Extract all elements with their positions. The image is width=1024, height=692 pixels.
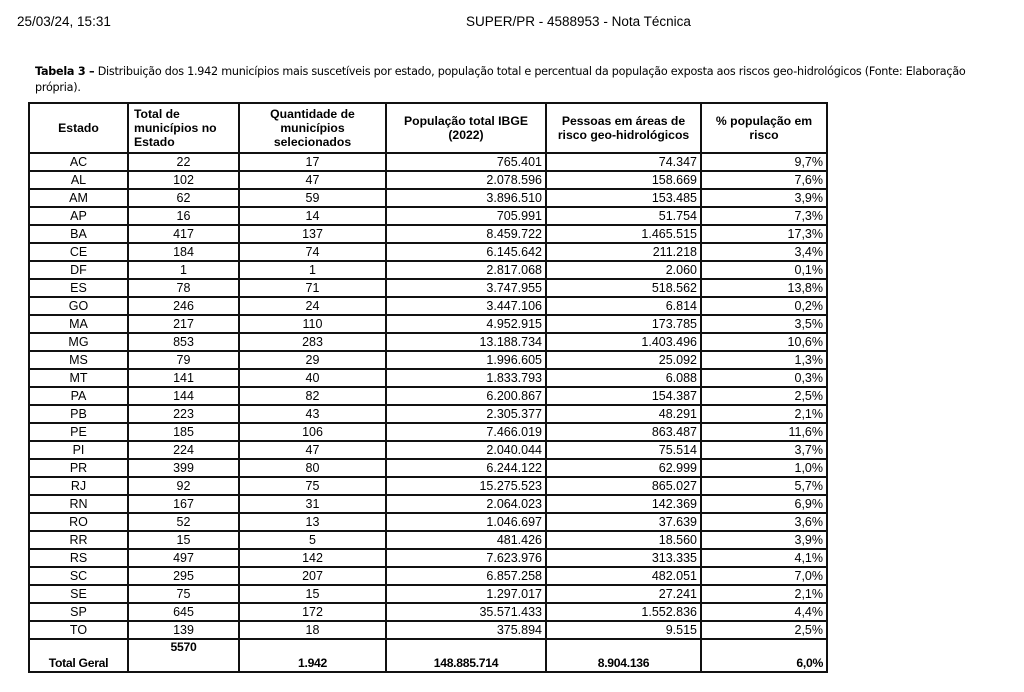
table-row: [29, 603, 827, 621]
cell-populacao: 35.571.433: [386, 603, 546, 621]
cell-selecionados: 82: [239, 387, 386, 405]
cell-percentual: 0,2%: [701, 297, 827, 315]
cell-selecionados: 15: [239, 585, 386, 603]
total-label: Total Geral: [29, 639, 128, 672]
cell-total-municipios: 22: [128, 153, 239, 171]
cell-populacao: 2.064.023: [386, 495, 546, 513]
cell-selecionados: 74: [239, 243, 386, 261]
table-row: [29, 315, 827, 333]
cell-total-municipios: 246: [128, 297, 239, 315]
cell-pessoas-risco: 482.051: [546, 567, 701, 585]
table-row: [29, 459, 827, 477]
table-body: [29, 153, 827, 639]
cell-percentual: 3,9%: [701, 531, 827, 549]
table-header-row: [29, 103, 827, 153]
table-row: [29, 153, 827, 171]
cell-pessoas-risco: 863.487: [546, 423, 701, 441]
cell-selecionados: 24: [239, 297, 386, 315]
cell-estado: ES: [29, 279, 128, 297]
total-pessoas-risco: 8.904.136: [546, 639, 701, 672]
cell-selecionados: 29: [239, 351, 386, 369]
cell-percentual: 7,3%: [701, 207, 827, 225]
cell-pessoas-risco: 173.785: [546, 315, 701, 333]
cell-pessoas-risco: 153.485: [546, 189, 701, 207]
cell-populacao: 765.401: [386, 153, 546, 171]
cell-total-municipios: 102: [128, 171, 239, 189]
table-row: [29, 405, 827, 423]
cell-pessoas-risco: 37.639: [546, 513, 701, 531]
cell-selecionados: 47: [239, 441, 386, 459]
total-municipios: 5570: [128, 639, 239, 672]
cell-estado: PE: [29, 423, 128, 441]
cell-selecionados: 14: [239, 207, 386, 225]
print-datetime: 25/03/24, 15:31: [17, 14, 111, 29]
cell-pessoas-risco: 154.387: [546, 387, 701, 405]
cell-percentual: 2,1%: [701, 585, 827, 603]
cell-total-municipios: 399: [128, 459, 239, 477]
document-title: SUPER/PR - 4588953 - Nota Técnica: [466, 14, 691, 29]
cell-pessoas-risco: 211.218: [546, 243, 701, 261]
cell-estado: AL: [29, 171, 128, 189]
cell-populacao: 6.145.642: [386, 243, 546, 261]
cell-percentual: 3,9%: [701, 189, 827, 207]
cell-total-municipios: 92: [128, 477, 239, 495]
table-row: [29, 225, 827, 243]
cell-total-municipios: 217: [128, 315, 239, 333]
cell-estado: TO: [29, 621, 128, 639]
cell-total-municipios: 16: [128, 207, 239, 225]
cell-percentual: 3,6%: [701, 513, 827, 531]
cell-populacao: 1.046.697: [386, 513, 546, 531]
cell-populacao: 375.894: [386, 621, 546, 639]
table-caption-text: Distribuição dos 1.942 municípios mais suscetíveis por estado, população total e percentual da população exposta aos riscos geo-hidrológicos (Fonte: Elaboração própria).: [35, 65, 966, 94]
cell-percentual: 6,9%: [701, 495, 827, 513]
cell-selecionados: 31: [239, 495, 386, 513]
cell-percentual: 4,4%: [701, 603, 827, 621]
cell-pessoas-risco: 1.552.836: [546, 603, 701, 621]
table-row: [29, 369, 827, 387]
header-total-municipios: Total de municípios no Estado: [128, 103, 239, 153]
cell-selecionados: 80: [239, 459, 386, 477]
cell-selecionados: 1: [239, 261, 386, 279]
cell-total-municipios: 79: [128, 351, 239, 369]
cell-selecionados: 207: [239, 567, 386, 585]
cell-pessoas-risco: 18.560: [546, 531, 701, 549]
table-row: [29, 441, 827, 459]
cell-populacao: 7.466.019: [386, 423, 546, 441]
cell-selecionados: 142: [239, 549, 386, 567]
table-row: [29, 261, 827, 279]
table-row: [29, 495, 827, 513]
cell-selecionados: 71: [239, 279, 386, 297]
cell-percentual: 17,3%: [701, 225, 827, 243]
cell-estado: AP: [29, 207, 128, 225]
cell-populacao: 705.991: [386, 207, 546, 225]
cell-populacao: 6.200.867: [386, 387, 546, 405]
cell-estado: RO: [29, 513, 128, 531]
cell-percentual: 9,7%: [701, 153, 827, 171]
cell-selecionados: 40: [239, 369, 386, 387]
table-caption-label: Tabela 3 –: [35, 65, 95, 78]
table-row: [29, 279, 827, 297]
cell-pessoas-risco: 518.562: [546, 279, 701, 297]
cell-selecionados: 13: [239, 513, 386, 531]
cell-total-municipios: 645: [128, 603, 239, 621]
cell-pessoas-risco: 48.291: [546, 405, 701, 423]
cell-percentual: 4,1%: [701, 549, 827, 567]
cell-total-municipios: 185: [128, 423, 239, 441]
table-row: [29, 477, 827, 495]
cell-percentual: 5,7%: [701, 477, 827, 495]
cell-percentual: 2,5%: [701, 387, 827, 405]
states-risk-table: [28, 102, 828, 673]
cell-estado: PA: [29, 387, 128, 405]
cell-selecionados: 59: [239, 189, 386, 207]
table-row: [29, 207, 827, 225]
cell-selecionados: 17: [239, 153, 386, 171]
cell-selecionados: 172: [239, 603, 386, 621]
cell-selecionados: 18: [239, 621, 386, 639]
header-populacao-total: População total IBGE (2022): [386, 103, 546, 153]
table-row: [29, 333, 827, 351]
cell-estado: RR: [29, 531, 128, 549]
cell-total-municipios: 224: [128, 441, 239, 459]
cell-selecionados: 283: [239, 333, 386, 351]
cell-pessoas-risco: 865.027: [546, 477, 701, 495]
header-municipios-selecionados: Quantidade de municípios selecionados: [239, 103, 386, 153]
table-row: [29, 531, 827, 549]
cell-selecionados: 5: [239, 531, 386, 549]
cell-selecionados: 47: [239, 171, 386, 189]
cell-estado: GO: [29, 297, 128, 315]
cell-pessoas-risco: 2.060: [546, 261, 701, 279]
cell-estado: PI: [29, 441, 128, 459]
header-pessoas-risco: Pessoas em áreas de risco geo-hidrológicos: [546, 103, 701, 153]
cell-percentual: 0,3%: [701, 369, 827, 387]
cell-populacao: 3.447.106: [386, 297, 546, 315]
cell-total-municipios: 167: [128, 495, 239, 513]
cell-total-municipios: 52: [128, 513, 239, 531]
cell-total-municipios: 497: [128, 549, 239, 567]
cell-selecionados: 106: [239, 423, 386, 441]
cell-percentual: 3,5%: [701, 315, 827, 333]
header-estado: Estado: [29, 103, 128, 153]
table-row: [29, 567, 827, 585]
table-caption: [35, 64, 1010, 96]
cell-percentual: 1,0%: [701, 459, 827, 477]
cell-populacao: 8.459.722: [386, 225, 546, 243]
cell-total-municipios: 223: [128, 405, 239, 423]
cell-populacao: 2.817.068: [386, 261, 546, 279]
cell-percentual: 7,6%: [701, 171, 827, 189]
table-row: [29, 513, 827, 531]
cell-pessoas-risco: 6.088: [546, 369, 701, 387]
cell-estado: PR: [29, 459, 128, 477]
cell-total-municipios: 139: [128, 621, 239, 639]
cell-populacao: 6.857.258: [386, 567, 546, 585]
cell-populacao: 6.244.122: [386, 459, 546, 477]
table-row: [29, 549, 827, 567]
cell-percentual: 11,6%: [701, 423, 827, 441]
total-selecionados: 1.942: [239, 639, 386, 672]
cell-populacao: 13.188.734: [386, 333, 546, 351]
cell-percentual: 1,3%: [701, 351, 827, 369]
cell-estado: AC: [29, 153, 128, 171]
total-percentual: 6,0%: [701, 639, 827, 672]
cell-total-municipios: 1: [128, 261, 239, 279]
cell-total-municipios: 62: [128, 189, 239, 207]
cell-total-municipios: 295: [128, 567, 239, 585]
cell-selecionados: 75: [239, 477, 386, 495]
cell-estado: MG: [29, 333, 128, 351]
cell-selecionados: 43: [239, 405, 386, 423]
cell-estado: DF: [29, 261, 128, 279]
cell-selecionados: 137: [239, 225, 386, 243]
cell-pessoas-risco: 313.335: [546, 549, 701, 567]
cell-pessoas-risco: 27.241: [546, 585, 701, 603]
cell-populacao: 7.623.976: [386, 549, 546, 567]
cell-pessoas-risco: 51.754: [546, 207, 701, 225]
cell-estado: MA: [29, 315, 128, 333]
cell-total-municipios: 184: [128, 243, 239, 261]
cell-percentual: 10,6%: [701, 333, 827, 351]
table-row: [29, 621, 827, 639]
cell-estado: BA: [29, 225, 128, 243]
table-row: [29, 351, 827, 369]
cell-populacao: 4.952.915: [386, 315, 546, 333]
cell-populacao: 15.275.523: [386, 477, 546, 495]
cell-pessoas-risco: 158.669: [546, 171, 701, 189]
cell-percentual: 2,1%: [701, 405, 827, 423]
cell-populacao: 481.426: [386, 531, 546, 549]
cell-percentual: 0,1%: [701, 261, 827, 279]
cell-estado: MT: [29, 369, 128, 387]
cell-total-municipios: 853: [128, 333, 239, 351]
cell-pessoas-risco: 9.515: [546, 621, 701, 639]
cell-pessoas-risco: 75.514: [546, 441, 701, 459]
cell-pessoas-risco: 6.814: [546, 297, 701, 315]
table-row: [29, 423, 827, 441]
cell-percentual: 2,5%: [701, 621, 827, 639]
cell-estado: SE: [29, 585, 128, 603]
cell-populacao: 3.747.955: [386, 279, 546, 297]
total-populacao: 148.885.714: [386, 639, 546, 672]
cell-estado: CE: [29, 243, 128, 261]
cell-total-municipios: 144: [128, 387, 239, 405]
table-row: [29, 189, 827, 207]
cell-estado: SP: [29, 603, 128, 621]
cell-estado: RN: [29, 495, 128, 513]
cell-percentual: 3,7%: [701, 441, 827, 459]
cell-estado: RJ: [29, 477, 128, 495]
cell-populacao: 1.996.605: [386, 351, 546, 369]
cell-populacao: 1.297.017: [386, 585, 546, 603]
cell-estado: RS: [29, 549, 128, 567]
cell-estado: MS: [29, 351, 128, 369]
table-row: [29, 585, 827, 603]
table-total-row: [29, 639, 827, 672]
table-row: [29, 297, 827, 315]
cell-populacao: 3.896.510: [386, 189, 546, 207]
cell-pessoas-risco: 25.092: [546, 351, 701, 369]
cell-percentual: 3,4%: [701, 243, 827, 261]
table-row: [29, 387, 827, 405]
cell-populacao: 2.040.044: [386, 441, 546, 459]
cell-pessoas-risco: 74.347: [546, 153, 701, 171]
cell-estado: AM: [29, 189, 128, 207]
cell-total-municipios: 141: [128, 369, 239, 387]
cell-estado: PB: [29, 405, 128, 423]
cell-populacao: 1.833.793: [386, 369, 546, 387]
cell-pessoas-risco: 1.403.496: [546, 333, 701, 351]
cell-total-municipios: 417: [128, 225, 239, 243]
cell-pessoas-risco: 1.465.515: [546, 225, 701, 243]
cell-pessoas-risco: 62.999: [546, 459, 701, 477]
cell-total-municipios: 75: [128, 585, 239, 603]
header-percentual-risco: % população em risco: [701, 103, 827, 153]
cell-percentual: 7,0%: [701, 567, 827, 585]
cell-pessoas-risco: 142.369: [546, 495, 701, 513]
table-row: [29, 243, 827, 261]
cell-percentual: 13,8%: [701, 279, 827, 297]
cell-estado: SC: [29, 567, 128, 585]
cell-total-municipios: 78: [128, 279, 239, 297]
cell-populacao: 2.305.377: [386, 405, 546, 423]
cell-selecionados: 110: [239, 315, 386, 333]
table-row: [29, 171, 827, 189]
cell-total-municipios: 15: [128, 531, 239, 549]
cell-populacao: 2.078.596: [386, 171, 546, 189]
